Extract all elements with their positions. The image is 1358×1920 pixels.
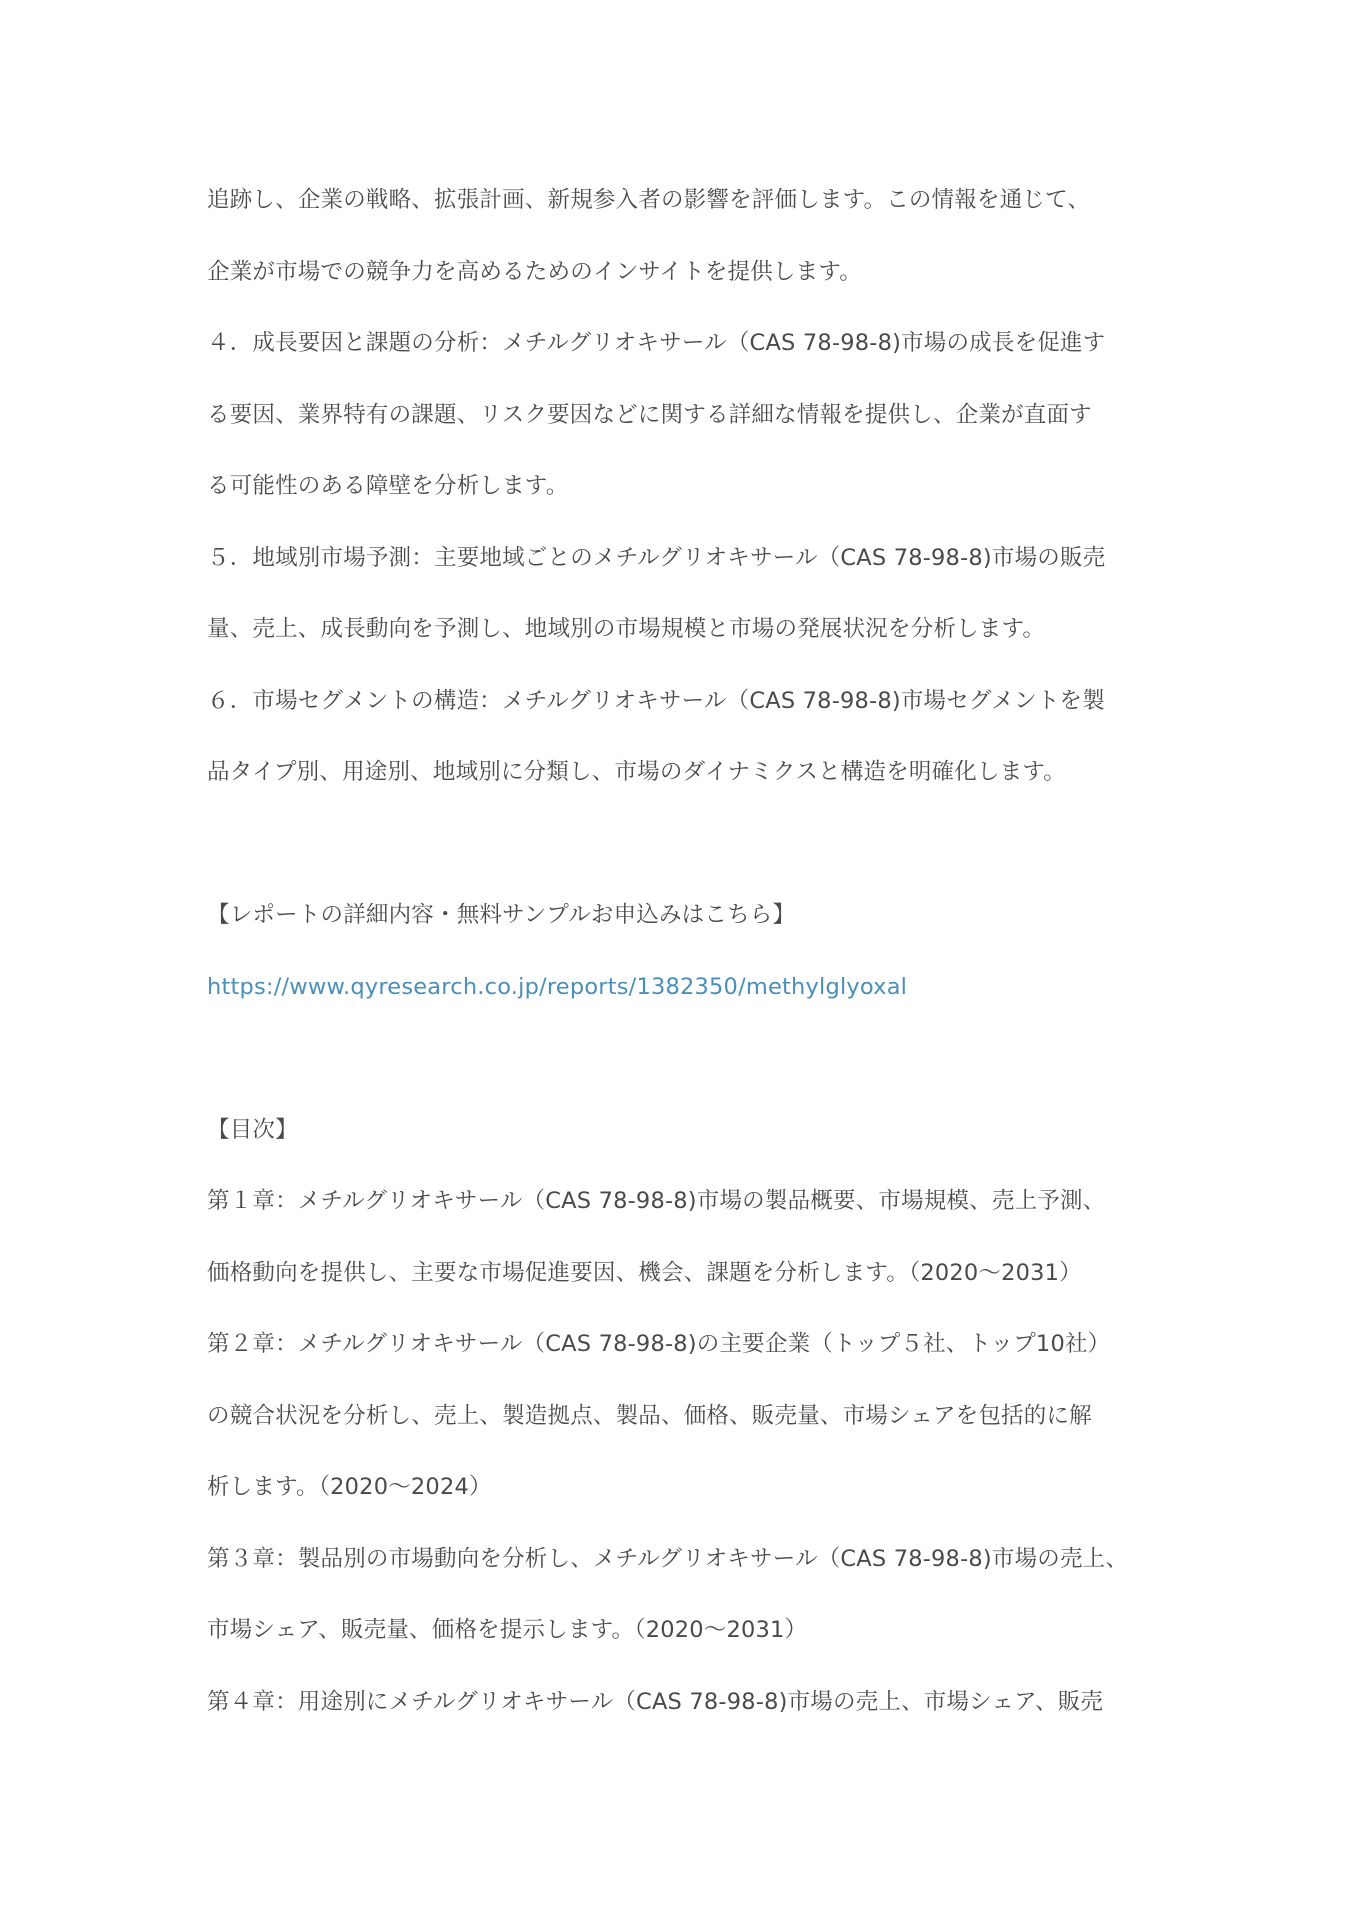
body-line-6: ５．地域別市場予測：主要地域ごとのメチルグリオキサール（CAS 78-98-8)市場の販売 bbox=[207, 545, 1106, 571]
toc-line-3: 第２章：メチルグリオキサール（CAS 78-98-8)の主要企業（トップ５社、トップ10社） bbox=[207, 1331, 1111, 1357]
body-line-5: る可能性のある障壁を分析します。 bbox=[207, 473, 569, 499]
body-line-8: ６．市場セグメントの構造：メチルグリオキサール（CAS 78-98-8)市場セグメントを製 bbox=[207, 688, 1105, 714]
toc-heading: 【目次】 bbox=[207, 1117, 298, 1143]
toc-line-5: 析します。（2020～2024） bbox=[207, 1474, 492, 1500]
body-line-9: 品タイプ別、用途別、地域別に分類し、市場のダイナミクスと構造を明確化します。 bbox=[207, 759, 1067, 785]
details-heading: 【レポートの詳細内容・無料サンプルお申込みはこちら】 bbox=[207, 902, 796, 928]
toc-line-2: 価格動向を提供し、主要な市場促進要因、機会、課題を分析します。（2020～2031） bbox=[207, 1260, 1082, 1286]
toc-line-6: 第３章：製品別の市場動向を分析し、メチルグリオキサール（CAS 78-98-8)市場の売上、 bbox=[207, 1546, 1129, 1572]
toc-line-4: の競合状況を分析し、売上、製造拠点、製品、価格、販売量、市場シェアを包括的に解 bbox=[207, 1403, 1092, 1429]
report-details-link[interactable]: https://www.qyresearch.co.jp/reports/1382350/methylglyoxal bbox=[207, 974, 908, 1000]
toc-line-7: 市場シェア、販売量、価格を提示します。（2020～2031） bbox=[207, 1617, 808, 1643]
body-line-1: 追跡し、企業の戦略、拡張計画、新規参入者の影響を評価します。この情報を通じて、 bbox=[207, 187, 1091, 213]
body-line-7: 量、売上、成長動向を予測し、地域別の市場規模と市場の発展状況を分析します。 bbox=[207, 616, 1046, 642]
body-line-4: る要因、業界特有の課題、リスク要因などに関する詳細な情報を提供し、企業が直面す bbox=[207, 402, 1092, 428]
toc-line-1: 第１章：メチルグリオキサール（CAS 78-98-8)市場の製品概要、市場規模、売上予測、 bbox=[207, 1188, 1106, 1214]
body-line-2: 企業が市場での競争力を高めるためのインサイトを提供します。 bbox=[207, 259, 862, 285]
toc-line-8: 第４章：用途別にメチルグリオキサール（CAS 78-98-8)市場の売上、市場シェア、販売 bbox=[207, 1689, 1104, 1715]
body-line-3: ４．成長要因と課題の分析：メチルグリオキサール（CAS 78-98-8)市場の成長を促進す bbox=[207, 330, 1106, 356]
